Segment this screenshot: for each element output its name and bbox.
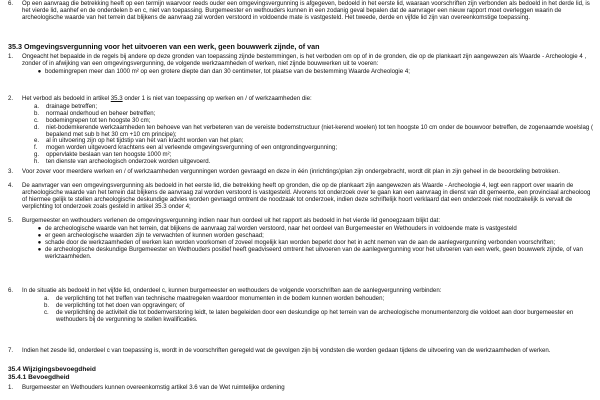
list-item-text: bodemingrepen meer dan 1000 m² op een grotere diepte dan dan 30 centimeter, tot plaatse van de bestemming Waarde Archeologie 4; (45, 67, 410, 75)
text-fragment: onder 1 is niet van toepassing op werken en / of werkzaamheden die: (122, 95, 312, 102)
bullet-icon: ● (37, 245, 42, 253)
paragraph-number: 2. (8, 95, 14, 102)
paragraph-number: 5. (8, 217, 14, 224)
section-heading: 35.3 Omgevingsvergunning voor het uitvoeren van een werk, geen bouwwerk zijnde, of van (8, 42, 320, 51)
bullet-icon: ● (37, 67, 42, 75)
paragraph-4 (8, 183, 596, 211)
paragraph-number: 1. (8, 53, 14, 60)
list-item-text: de verplichting tot het treffen van technische maatregelen waardoor monumenten in de bodem kunnen worden behouden; (56, 294, 385, 302)
list-letter: a. (44, 294, 50, 302)
list-item-text: normaal onderhoud en beheer betreffen; (46, 109, 156, 117)
paragraph-number: 6. (8, 287, 14, 294)
list-item-text: al in uitvoering zijn op het tijdstip van het van kracht worden van het plan; (46, 137, 244, 145)
paragraph-text: Burgemeester en Wethouders kunnen overeenkomstig artikel 3.6 van de Wet ruimtelijke ordening (22, 384, 285, 391)
list-item-text: er geen archeologische waarden zijn te verwachten of kunnen worden geschaad; (45, 231, 264, 239)
list-item-text: de archeologische waarde van het terrein, dat blijkens de aanvraag zal worden verstoord, naar het oordeel van Burgemeester en Wethouders in voldoende mate is vastgesteld (45, 224, 517, 232)
list-item (34, 125, 596, 139)
list-item-text: de verplichting de activiteit die tot bodemverstoring leidt, te laten begeleiden door een deskundige op het terrein van de archeologische monumentenzorg die voldoet aan door burgemeester en wethouders bij de vergunning te stellen kwalificaties. (56, 308, 574, 323)
paragraph-text: Voor zover voor meerdere werken en / of werkzaamheden vergunningen worden gevraagd en deze in één (inrichtings)plan zijn ondergebracht, wordt dit plan in zijn geheel in de beoordeling betrokken. (22, 168, 560, 175)
paragraph-number: 4. (8, 182, 14, 189)
list-letter: a. (34, 102, 40, 110)
list-item-text: de verplichting tot het doen van opgravingen; of (56, 301, 185, 309)
list-item (44, 310, 596, 324)
list-item-text: ten dienste van archeologisch onderzoek worden uitgevoerd. (46, 158, 211, 166)
list-letter: d. (34, 123, 40, 131)
list-letter: h. (34, 158, 40, 166)
list-item-text: niet-bodemkerende werkzaamheden ten behoeve van het verbeteren van de vereiste bodemstructuur (niet-kerend woelen) tot ten hoogste 10 cm onder de bouwvoor betreffen, de zogenaamde woelslag ( bepalend met sub b het 30 cm +10 cm principe); (46, 123, 593, 138)
list-letter: b. (44, 301, 50, 309)
paragraph-number: 3. (8, 168, 14, 175)
paragraph-text (22, 96, 596, 103)
list-item (34, 69, 596, 76)
list-item (34, 159, 596, 166)
list-item-text: mogen worden uitgevoerd krachtens een al verleende omgevingsvergunning of een ontgrondingvergunning; (46, 144, 338, 152)
paragraph-1 (8, 54, 596, 76)
list-letter: b. (34, 109, 40, 117)
bullet-icon: ● (37, 238, 42, 246)
list-item-text: schade door de werkzaamheden of werken kan worden voorkomen of zoveel mogelijk kan worden beperkt door het in acht nemen van de aan de aanlegvergunning verbonden voorschriften; (45, 238, 556, 246)
paragraph-number: 7. (8, 347, 14, 354)
list-letter: g. (34, 151, 40, 159)
list-letter: c. (44, 308, 49, 316)
paragraph-text: Ongeacht het bepaalde in de regels bij andere op deze gronden van toepassing zijnde bestemmingen, is het verboden om op of in de gronden, die op de plankaart zijn aangewezen als Waarde - Archeologie 4 , zonder of in afwijking van een omgevingsvergunning, de volgende werkzaamheden of werken, niet zijnde bouwwerken uit te voeren: (22, 53, 587, 67)
bullet-icon: ● (37, 224, 42, 232)
paragraph-number: 1. (8, 384, 14, 391)
paragraph-2 (8, 96, 596, 166)
paragraph-text: Burgemeester en wethouders verlenen de omgevingsvergunning indien naar hun oordeel uit het rapport als bedoeld in het vierde lid genoegzaam blijkt dat: (22, 217, 441, 224)
paragraph-text: Op een aanvraag die betrekking heeft op een termijn waarvoor reeds ouder een omgevingsvergunning is afgegeven, bedoeld in het eerste lid, waaraan voorschriften zijn verbonden als bedoeld in het derde lid, is het vierde lid, aanhef en de onderdelen b en c, niet van toepassing. Burgemeester en wethouders kunnen in een zodanig geval bepalen dat de aanvrager een nieuw rapport moet overleggen waarin de archeologische waarde van het terrein dat blijkens de aanvraag zal worden verstoord in voldoende mate is vastgesteld. Het tweede, derde en vijfde lid zijn van overeenkomstige toepassing. (22, 0, 590, 21)
list-item-text: oppervlakte beslaan van ten hoogste 1000 m²; (46, 151, 172, 159)
paragraph-text: De aanvrager van een omgevingsvergunning als bedoeld in het eerste lid, die betrekking heeft op gronden, die op de plankaart zijn aangewezen als Waarde - Archeologie 4, legt een rapport over waarin de archeologische waarde van het terrein dat blijkens de aanvraag zal worden verstoord is vastgesteld. Alvorens tot onderzoek over te gaan kan een aanvraag in dienst van dit gemeente, een provinciaal archeoloog of hiermee gelijk te stellen archeologische deskundige advies worden gevraagd omtrent de noodzaak tot onderzoek, indien deze schriftelijk hoort verklaard dat een onderzoek niet noodzakelijk is vervalt de verplichting tot onderzoek zoals gesteld in artikel 35.3 onder 4; (22, 182, 591, 210)
list-item (34, 247, 596, 261)
article-link[interactable]: 35.3 (110, 95, 123, 102)
text-fragment: Het verbod als bedoeld in artikel (22, 95, 111, 102)
section-title: 35.4 Wijzigingsbevoegdheid (8, 366, 96, 373)
paragraph-3 (8, 169, 596, 176)
list-letter: c. (34, 116, 39, 124)
list-letter: f. (34, 144, 38, 152)
list-letter: e. (34, 137, 40, 145)
bullet-icon: ● (37, 231, 42, 239)
section-354-item (8, 385, 596, 392)
list-item-text: drainage betreffen; (46, 102, 98, 110)
list-item-text: de archeologische deskundige Burgemeester en Wethouders positief heeft geadviseerd omtrent het uitvoeren van de aanlegvergunning voor het uitvoeren van een werk, geen bouwwerk zijnde, of van werkzaamheden. (45, 245, 583, 260)
paragraph-number: 6. (8, 0, 14, 7)
paragraph-text: Indien het zesde lid, onderdeel c van toepassing is, wordt in de voorschriften geregeld wat de gevolgen zijn bij vondsten die worden gedaan tijdens de uitvoering van de werkzaamheden of werken. (22, 347, 551, 354)
subsection-title: 35.4.1 Bevoegdheid (8, 374, 70, 381)
paragraph-7 (8, 348, 596, 355)
list-item-text: bodemingrepen tot ten hoogste 30 cm; (46, 116, 151, 124)
paragraph-text: In de situatie als bedoeld in het vijfde lid, onderdeel c, kunnen burgemeester en wethouders de volgende voorschriften aan de aanlegvergunning verbinden: (22, 287, 442, 294)
paragraph-5 (8, 218, 596, 260)
paragraph-6 (8, 288, 596, 324)
paragraph-6-top (8, 1, 596, 22)
